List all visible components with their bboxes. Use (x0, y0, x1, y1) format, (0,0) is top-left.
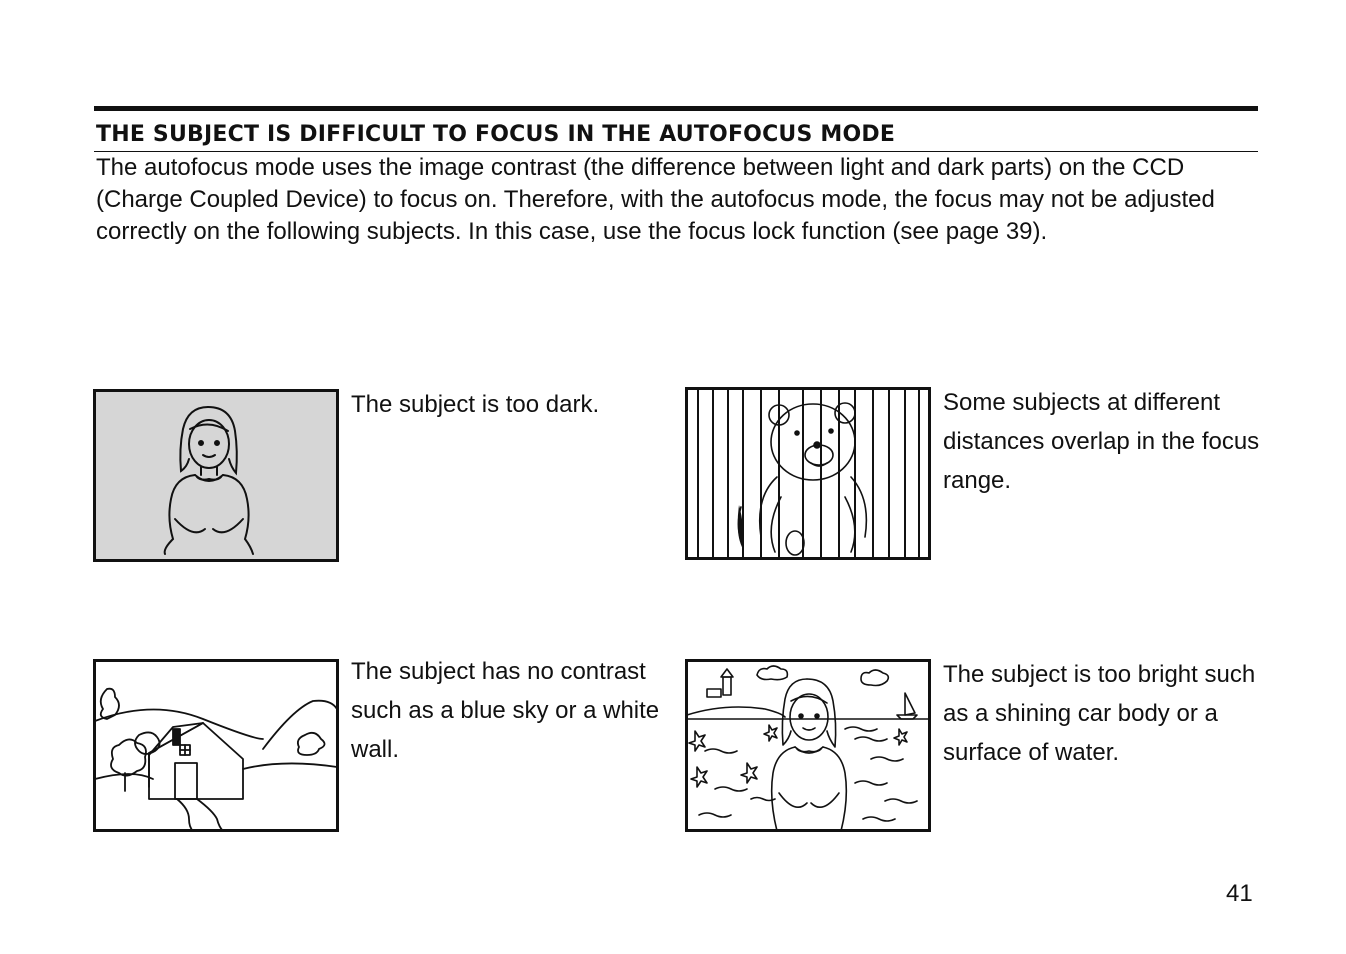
top-rule (94, 106, 1258, 111)
dark-girl-illustration (93, 389, 339, 562)
intro-paragraph: The autofocus mode uses the image contrast (the difference between light and dark parts) on the CCD (Charge Coupled Device) to focus on. Therefore, with the autofocus mode, the focus may not be adjusted correctly on the following subjects. In this case, use the focus lock function (see page 39). (96, 154, 1215, 245)
page-number: 41 (1226, 880, 1253, 907)
case-caption-bright: The subject is too bright such as a shining car body or a surface of water. (943, 661, 1256, 766)
girl-by-sea-illustration (685, 659, 931, 832)
case-caption-overlap: Some subjects at different distances overlap in the focus range. (943, 389, 1260, 494)
case-caption-dark: The subject is too dark. (351, 391, 600, 418)
section-heading: THE SUBJECT IS DIFFICULT TO FOCUS IN THE AUTOFOCUS MODE (96, 122, 896, 147)
case-caption-no-contrast: The subject has no contrast such as a blue sky or a white wall. (351, 658, 660, 763)
house-landscape-illustration (93, 659, 339, 832)
teddy-bear-behind-bars-illustration (685, 387, 931, 560)
